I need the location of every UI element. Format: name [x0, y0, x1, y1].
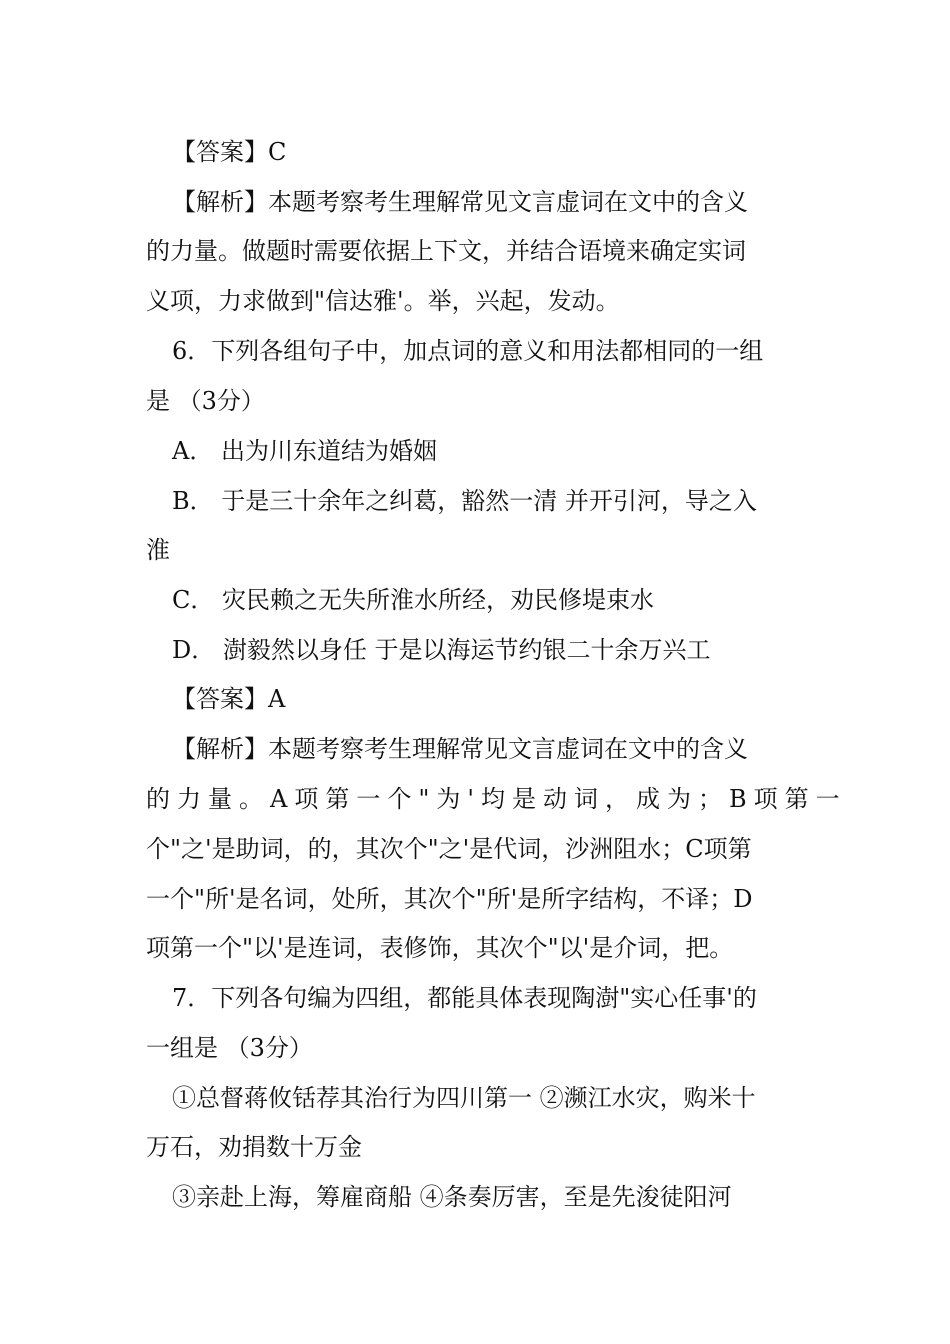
analysis-2-line-5: 项第一个"以'是连词，表修饰，其次个"以'是介词，把。: [146, 934, 734, 962]
question-7-line-1: 7．下列各句编为四组，都能具体表现陶澍"实心任事'的: [172, 984, 757, 1012]
analysis-line-3: 义项，力求做到"信达雅'。举，兴起，发动。: [146, 287, 620, 315]
analysis-line-1: 【解析】本题考察考生理解常见文言虚词在文中的含义: [172, 188, 748, 216]
question-6-line-1: 6．下列各组句子中，加点词的意义和用法都相同的一组: [172, 337, 764, 365]
question-7-items-line-3: ③亲赴上海，筹雇商船 ④条奏厉害，至是先浚徒阳河: [172, 1183, 732, 1211]
option-b-line-1: B． 于是三十余年之纠葛，豁然一清 并开引河，导之入: [172, 487, 757, 515]
analysis-2-line-4: 一个"所'是名词，处所，其次个"所'是所字结构，不译；D: [146, 885, 753, 913]
question-6-line-2: 是 （3分）: [146, 387, 265, 415]
question-7-items-line-1: ①总督蒋攸铦荐其治行为四川第一 ②濒江水灾，购米十: [172, 1084, 756, 1112]
question-7-line-2: 一组是 （3分）: [146, 1034, 313, 1062]
analysis-2-line-1: 【解析】本题考察考生理解常见文言虚词在文中的含义: [172, 735, 748, 763]
option-b-line-2: 淮: [146, 536, 170, 564]
question-7-items-line-2: 万石，劝捐数十万金: [146, 1133, 362, 1161]
analysis-line-2: 的力量。做题时需要依据上下文，并结合语境来确定实词: [146, 237, 746, 265]
analysis-2-line-2: 的力量。A项第一个"为'均是动词，成为；B项第一: [146, 785, 847, 813]
option-d: D． 澍毅然以身任 于是以海运节约银二十余万兴工: [172, 636, 711, 664]
answer-label-2: 【答案】A: [172, 685, 286, 713]
answer-label-1: 【答案】C: [172, 138, 287, 166]
option-a: A． 出为川东道结为婚姻: [172, 437, 437, 465]
option-c: C． 灾民赖之无失所淮水所经，劝民修堤束水: [172, 586, 654, 614]
analysis-2-line-3: 个"之'是助词，的，其次个"之'是代词，沙洲阻水；C项第: [146, 835, 752, 863]
